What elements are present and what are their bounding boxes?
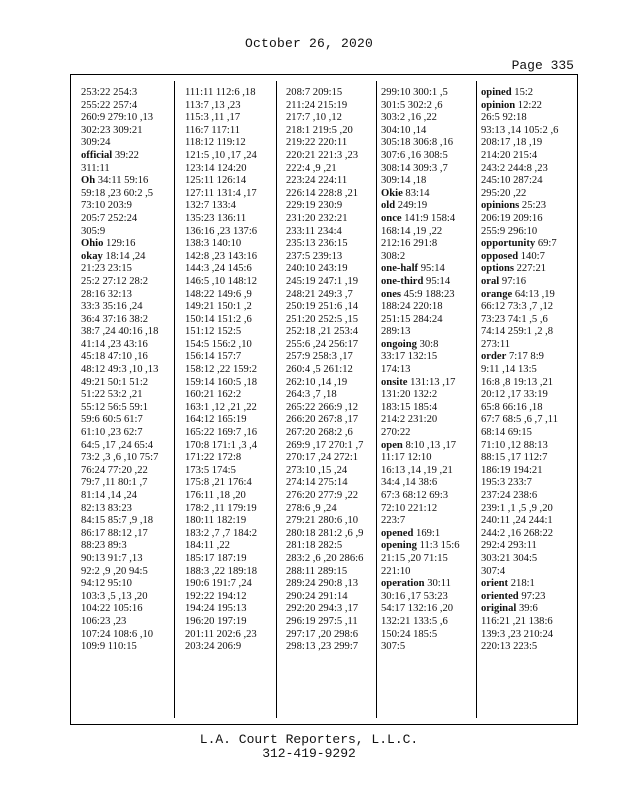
index-entry-line: 289:13 [381,326,411,338]
index-entry-line: 245:19 247:1 ,19 [286,275,359,287]
index-entry-line: 295:20 ,22 [481,187,527,199]
index-term: opening [381,540,417,552]
index-entry-line: 146:5 ,10 148:12 [185,275,258,287]
index-term: Okie [381,187,403,199]
index-entry-line: 273:10 ,15 ,24 [286,464,348,476]
index-entry-line: 127:11 131:4 ,17 [185,187,257,199]
index-entry-line: 235:13 236:15 [286,238,348,250]
index-term: oriented [481,590,519,602]
index-entry-line: 222:4 ,9 ,21 [286,162,337,174]
index-entry-line: 149:21 150:1 ,2 [185,301,252,313]
index-entry-line: 217:7 ,10 ,12 [286,112,342,124]
index-entry-line: 118:12 119:12 [185,137,246,149]
index-entry-line: 237:5 239:13 [286,250,343,262]
index-entry-line: 269:9 ,17 270:1 ,7 [286,439,364,451]
index-entry-line: 288:11 289:15 [286,565,348,577]
index-entry-line: 73:2 ,3 ,6 ,10 75:7 [81,452,159,464]
index-frame [70,74,578,725]
index-entry-line: 74:14 259:1 ,2 ,8 [481,326,554,338]
index-entry-line: 248:21 249:3 ,7 [286,288,353,300]
index-entry-line: 163:1 ,12 ,21 ,22 [185,401,257,413]
index-entry-line: 41:14 ,23 43:16 [81,338,148,350]
index-entry-line: orange 64:13 ,19 [481,288,555,300]
index-term: okay [81,250,103,262]
index-entry-line: 307:6 ,16 308:5 [381,149,448,161]
index-entry-line: 252:18 ,21 253:4 [286,326,359,338]
index-entry-line: 107:24 108:6 ,10 [81,628,154,640]
index-entry-line: 226:14 228:8 ,21 [286,187,359,199]
index-entry-line: options 227:21 [481,263,547,275]
index-entry-line: 84:15 85:7 ,9 ,18 [81,515,154,527]
index-term: original [481,603,517,615]
index-term: one-third [381,275,424,287]
index-entry-line: ongoing 30:8 [381,338,439,350]
index-entry-line: 212:16 291:8 [381,238,438,250]
index-term: one-half [381,263,419,275]
index-entry-line: 257:9 258:3 ,17 [286,351,353,363]
index-entry-line: 203:24 206:9 [185,641,242,653]
index-term: orange [481,288,513,300]
index-entry-line: 244:2 ,16 268:22 [481,527,554,539]
index-entry-line: 240:10 243:19 [286,263,348,275]
index-entry-line: 183:2 ,7 ,7 184:2 [185,527,258,539]
index-entry-line: 245:10 287:24 [481,175,543,187]
index-entry-line: 229:19 230:9 [286,200,343,212]
index-entry-line: okay 18:14 ,24 [81,250,146,262]
index-entry-line: 206:19 209:16 [481,212,543,224]
index-entry-line: 61:10 ,23 62:7 [81,427,143,439]
index-term: old [381,200,396,212]
index-column-2 [185,87,279,654]
index-term: official [81,149,113,161]
index-term: once [381,212,402,224]
index-entry-line: 239:1 ,1 ,5 ,9 ,20 [481,502,553,514]
index-column-5 [481,87,575,654]
column-divider [476,81,477,718]
index-entry-line: 28:16 32:13 [81,288,132,300]
index-entry-line: 305:18 306:8 ,16 [381,137,454,149]
index-entry-line: 34:4 ,14 38:6 [381,477,438,489]
index-entry-line: 92:2 ,9 ,20 94:5 [81,565,148,577]
index-entry-line: 138:3 140:10 [185,238,242,250]
index-entry-line: ones 45:9 188:23 [381,288,455,300]
index-term: options [481,263,514,275]
index-entry-line: 208:17 ,18 ,19 [481,137,543,149]
index-entry-line: 223:24 224:11 [286,175,348,187]
index-entry-line: 171:22 172:8 [185,452,242,464]
index-entry-line: 36:4 37:16 38:2 [81,313,149,325]
index-entry-line: 71:10 ,12 88:13 [481,439,548,451]
index-entry-line: 72:10 221:12 [381,502,438,514]
index-term: onsite [381,376,408,388]
index-entry-line: 81:14 ,14 ,24 [81,490,137,501]
index-entry-line: 309:14 ,18 [381,175,427,187]
index-entry-line: open 8:10 ,13 ,17 [381,439,457,451]
index-entry-line: 16:8 ,8 19:13 ,21 [481,376,554,388]
index-entry-line: one-third 95:14 [381,275,451,287]
index-entry-line: 296:19 297:5 ,11 [286,615,358,627]
index-entry-line: 165:22 169:7 ,16 [185,427,258,439]
index-entry-line: 305:9 [81,225,106,237]
index-term: Ohio [81,238,104,250]
index-entry-line: 308:2 [381,250,406,262]
index-entry-line: 221:10 [381,565,411,577]
index-entry-line: 188:24 220:18 [381,301,443,313]
index-entry-line: 111:11 112:6 ,18 [185,87,256,98]
index-entry-line: 301:5 302:2 ,6 [381,99,443,111]
page-number: Page 335 [511,58,574,73]
index-entry-line: 208:7 209:15 [286,87,343,98]
index-column-4 [381,87,475,654]
index-entry-line: 116:7 117:11 [185,124,241,136]
index-entry-line: 175:8 ,21 176:4 [185,477,252,489]
index-entry-line: 220:13 223:5 [481,641,538,653]
index-entry-line: 68:14 69:15 [481,427,532,439]
index-entry-line: 292:4 293:11 [481,540,537,552]
index-entry-line: 33:17 132:15 [381,351,438,363]
index-entry-line: 51:22 53:2 ,21 [81,389,143,401]
index-entry-line: 214:2 231:20 [381,414,438,426]
index-entry-line: 160:21 162:2 [185,389,242,401]
index-entry-line: 278:6 ,9 ,24 [286,502,337,514]
index-entry-line: opinion 12:22 [481,99,542,111]
index-entry-line: 219:22 220:11 [286,137,348,149]
column-divider [376,81,377,718]
index-entry-line: 260:9 279:10 ,13 [81,112,154,124]
index-entry-line: 205:7 252:24 [81,212,138,224]
index-entry-line: 125:11 126:14 [185,175,247,187]
index-entry-line: 196:20 197:19 [185,615,247,627]
index-entry-line: 304:10 ,14 [381,124,427,136]
index-entry-line: opinions 25:23 [481,200,547,212]
index-entry-line: 67:3 68:12 69:3 [381,490,449,501]
index-entry-line: 48:12 49:3 ,10 ,13 [81,364,159,376]
index-entry-line: 93:13 ,14 105:2 ,6 [481,124,559,136]
index-entry-line: original 39:6 [481,603,538,615]
index-entry-line: oriented 97:23 [481,590,546,602]
index-entry-line: 311:11 [81,162,110,174]
index-entry-line: 243:2 244:8 ,23 [481,162,548,174]
index-entry-line: 180:11 182:19 [185,515,247,527]
index-entry-line: 280:18 281:2 ,6 ,9 [286,527,364,539]
index-entry-line: operation 30:11 [381,578,451,590]
index-entry-line: 115:3 ,11 ,17 [185,112,241,124]
index-entry-line: opening 11:3 15:6 [381,540,460,552]
index-entry-line: 176:11 ,18 ,20 [185,490,246,501]
index-entry-line: 66:12 73:3 ,7 ,12 [481,301,554,313]
index-entry-line: official 39:22 [81,149,139,161]
index-entry-line: 188:3 ,22 189:18 [185,565,258,577]
index-entry-line: 195:3 233:7 [481,477,532,489]
index-entry-line: 307:4 [481,565,506,577]
index-entry-line: 289:24 290:8 ,13 [286,578,359,590]
index-entry-line: 299:10 300:1 ,5 [381,87,448,98]
index-entry-line: 276:20 277:9 ,22 [286,490,359,501]
index-entry-line: 255:9 296:10 [481,225,538,237]
index-entry-line: 223:7 [381,515,406,527]
index-entry-line: 94:12 95:10 [81,578,132,590]
index-entry-line: 156:14 157:7 [185,351,242,363]
index-entry-line: 55:12 56:5 59:1 [81,401,149,413]
index-entry-line: 144:3 ,24 145:6 [185,263,252,275]
index-entry-line: 194:24 195:13 [185,603,247,615]
index-entry-line: 251:20 252:5 ,15 [286,313,359,325]
index-entry-line: 302:23 309:21 [81,124,143,136]
index-entry-line: opportunity 69:7 [481,238,557,250]
index-entry-line: old 249:19 [381,200,428,212]
index-entry-line: order 7:17 8:9 [481,351,544,363]
index-entry-line: 262:10 ,14 ,19 [286,376,348,388]
index-column-1 [81,87,175,654]
index-entry-line: 159:14 160:5 ,18 [185,376,258,388]
index-entry-line: 59:18 ,23 60:2 ,5 [81,187,154,199]
index-entry-line: 158:12 ,22 159:2 [185,364,258,376]
index-term: opposed [481,250,519,262]
index-column-3 [286,87,380,654]
index-entry-line: 297:17 ,20 298:6 [286,628,359,640]
index-entry-line: 139:3 ,23 210:24 [481,628,554,640]
index-term: order [481,351,507,363]
index-entry-line: 267:20 268:2 ,6 [286,427,353,439]
index-entry-line: 273:11 [481,338,511,350]
index-term: orient [481,578,509,590]
index-entry-line: 290:24 291:14 [286,590,348,602]
index-entry-line: 264:3 ,7 ,18 [286,389,337,401]
index-entry-line: 64:5 ,17 ,24 65:4 [81,439,154,451]
index-entry-line: 148:22 149:6 ,9 [185,288,252,300]
index-entry-line: 73:10 203:9 [81,200,132,212]
page-date: October 26, 2020 [244,36,374,51]
index-entry-line: 307:5 [381,641,406,653]
index-term: opinion [481,99,516,111]
index-entry-line: 49:21 50:1 51:2 [81,376,149,388]
index-term: opened [381,527,414,539]
index-entry-line: 21:15 ,20 71:15 [381,552,448,564]
index-entry-line: 218:1 219:5 ,20 [286,124,353,136]
index-entry-line: 132:21 133:5 ,6 [381,615,448,627]
index-entry-line: 136:16 ,23 137:6 [185,225,258,237]
index-entry-line: 73:23 74:1 ,5 ,6 [481,313,548,325]
index-entry-line: 274:14 275:14 [286,477,348,489]
index-entry-line: oral 97:16 [481,275,527,287]
index-entry-line: 131:20 132:2 [381,389,438,401]
index-entry-line: onsite 131:13 ,17 [381,376,456,388]
index-entry-line: 20:12 ,17 33:19 [481,389,548,401]
index-entry-line: 150:24 185:5 [381,628,438,640]
index-entry-line: 164:12 165:19 [185,414,247,426]
index-entry-line: 270:22 [381,427,411,439]
index-entry-line: 184:11 ,22 [185,540,230,552]
index-entry-line: 255:22 257:4 [81,99,138,111]
index-entry-line: 21:23 23:15 [81,263,132,275]
index-entry-line: 298:13 ,23 299:7 [286,641,359,653]
footer-phone: 312-419-9292 [262,746,356,761]
column-divider [174,81,175,718]
index-entry-line: 16:13 ,14 ,19 ,21 [381,464,453,476]
index-entry-line: 9:11 ,14 13:5 [481,364,537,376]
index-entry-line: 250:19 251:6 ,14 [286,301,359,313]
index-entry-line: 11:17 12:10 [381,452,432,464]
index-entry-line: 30:16 ,17 53:23 [381,590,448,602]
index-entry-line: once 141:9 158:4 [381,212,456,224]
index-entry-line: 251:15 284:24 [381,313,443,325]
index-term: opinions [481,200,520,212]
index-entry-line: 279:21 280:6 ,10 [286,515,359,527]
index-term: opportunity [481,238,536,250]
index-entry-line: 201:11 202:6 ,23 [185,628,257,640]
index-entry-line: 90:13 91:7 ,13 [81,552,143,564]
index-entry-line: opened 169:1 [381,527,441,539]
index-entry-line: 260:4 ,5 261:12 [286,364,353,376]
index-entry-line: 79:7 ,11 80:1 ,7 [81,477,148,489]
index-entry-line: Okie 83:14 [381,187,430,199]
index-entry-line: 76:24 77:20 ,22 [81,464,148,476]
index-entry-line: 82:13 83:23 [81,502,132,514]
index-entry-line: 154:5 156:2 ,10 [185,338,252,350]
index-term: operation [381,578,425,590]
index-entry-line: 308:14 309:3 ,7 [381,162,448,174]
column-divider [276,81,277,718]
index-entry-line: 33:3 35:16 ,24 [81,301,143,313]
index-entry-line: 214:20 215:4 [481,149,538,161]
index-entry-line: 113:7 ,13 ,23 [185,99,241,111]
index-entry-line: 266:20 267:8 ,17 [286,414,359,426]
index-entry-line: 106:23 ,23 [81,615,127,627]
index-term: opined [481,87,512,98]
index-entry-line: 65:8 66:16 ,18 [481,401,543,413]
index-entry-line: 231:20 232:21 [286,212,348,224]
index-entry-line: 220:21 221:3 ,23 [286,149,359,161]
index-entry-line: 253:22 254:3 [81,87,138,98]
index-entry-line: 109:9 110:15 [81,641,137,653]
footer-company: L.A. Court Reporters, L.L.C. [199,732,419,747]
index-entry-line: 54:17 132:16 ,20 [381,603,454,615]
index-entry-line: 183:15 185:4 [381,401,438,413]
index-entry-line: 270:17 ,24 272:1 [286,452,359,464]
index-entry-line: 240:11 ,24 244:1 [481,515,553,527]
index-entry-line: 59:6 60:5 61:7 [81,414,143,426]
index-entry-line: 303:21 304:5 [481,552,538,564]
index-entry-line: 233:11 234:4 [286,225,342,237]
index-entry-line: 309:24 [81,137,111,149]
index-entry-line: one-half 95:14 [381,263,445,275]
index-entry-line: 170:8 171:1 ,3 ,4 [185,439,258,451]
index-entry-line: 67:7 68:5 ,6 ,7 ,11 [481,414,559,426]
index-entry-line: 281:18 282:5 [286,540,343,552]
index-entry-line: 116:21 ,21 138:6 [481,615,553,627]
index-entry-line: 123:14 124:20 [185,162,247,174]
index-entry-line: 88:23 89:3 [81,540,127,552]
index-entry-line: 103:3 ,5 ,13 ,20 [81,590,148,602]
index-entry-line: 45:18 47:10 ,16 [81,351,148,363]
index-entry-line: 292:20 294:3 ,17 [286,603,359,615]
index-entry-line: Ohio 129:16 [81,238,136,250]
index-entry-line: opposed 140:7 [481,250,545,262]
index-term: ongoing [381,338,417,350]
index-entry-line: 142:8 ,23 143:16 [185,250,258,262]
index-entry-line: 38:7 ,24 40:16 ,18 [81,326,159,338]
index-entry-line: 121:5 ,10 ,17 ,24 [185,149,257,161]
index-entry-line: 178:2 ,11 179:19 [185,502,257,514]
index-entry-line: Oh 34:11 59:16 [81,175,149,187]
index-entry-line: 86:17 88:12 ,17 [81,527,148,539]
index-entry-line: opined 15:2 [481,87,534,98]
index-entry-line: 190:6 191:7 ,24 [185,578,252,590]
index-entry-line: 283:2 ,6 ,20 286:6 [286,552,364,564]
index-entry-line: 173:5 174:5 [185,464,236,476]
index-entry-line: 168:14 ,19 ,22 [381,225,443,237]
index-term: Oh [81,175,96,187]
index-entry-line: 174:13 [381,364,411,376]
index-entry-line: 150:14 151:2 ,6 [185,313,252,325]
index-entry-line: 88:15 ,17 112:7 [481,452,548,464]
index-entry-line: 185:17 187:19 [185,552,247,564]
index-entry-line: 25:2 27:12 28:2 [81,275,149,287]
index-term: open [381,439,403,451]
index-entry-line: 255:6 ,24 256:17 [286,338,359,350]
index-entry-line: 211:24 215:19 [286,99,348,111]
index-entry-line: 104:22 105:16 [81,603,143,615]
index-term: oral [481,275,500,287]
index-entry-line: orient 218:1 [481,578,535,590]
index-entry-line: 135:23 136:11 [185,212,247,224]
index-entry-line: 151:12 152:5 [185,326,242,338]
index-entry-line: 303:2 ,16 ,22 [381,112,437,124]
index-entry-line: 132:7 133:4 [185,200,236,212]
index-term: ones [381,288,402,300]
index-entry-line: 186:19 194:21 [481,464,543,476]
index-entry-line: 265:22 266:9 ,12 [286,401,359,413]
index-entry-line: 237:24 238:6 [481,490,538,501]
index-entry-line: 192:22 194:12 [185,590,247,602]
index-entry-line: 26:5 92:18 [481,112,527,124]
